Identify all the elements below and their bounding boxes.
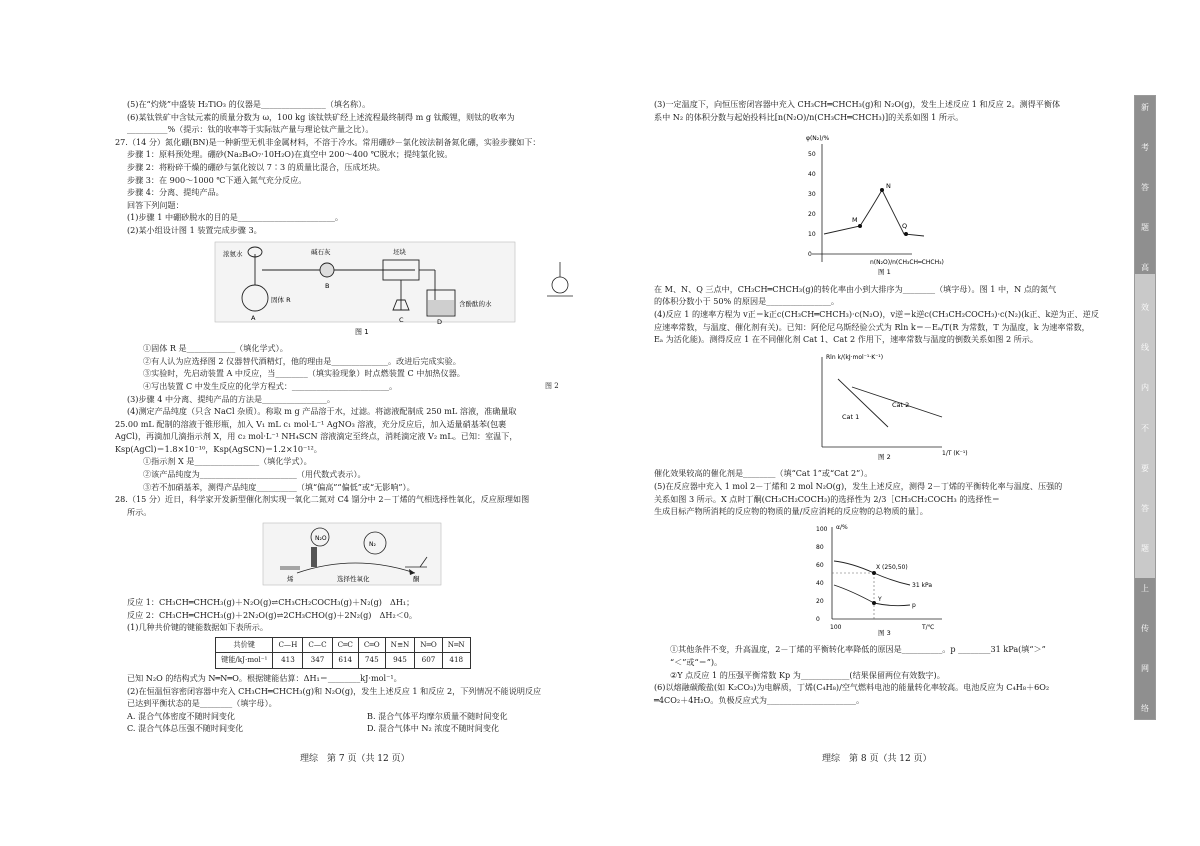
chart3-ylabel: α/% xyxy=(836,523,848,531)
option-c: C. 混合气体总压强不随时间变化 xyxy=(127,723,244,734)
q27-answer-prompt: 回答下列问题： xyxy=(127,199,184,210)
point-q xyxy=(904,232,908,236)
label-alkene: 烯 xyxy=(287,575,294,584)
label-n2: N₂ xyxy=(369,541,376,549)
table-header-cell: 共价键 xyxy=(216,637,273,653)
q27-step2: 步骤 2：将粉碎干燥的硼砂与氯化铵以 7∶3 的质量比混合，压成坯块。 xyxy=(127,161,385,172)
q28-3a: (3)一定温度下，向恒压密闭容器中充入 CH₃CH═CHCH₃(g)和 N₂O(g)，发生上述反应 1 和反应 2。测得平衡体 xyxy=(654,99,1061,109)
q28-3b: 系中 N₂ 的体积分数与起始投料比[n(N₂O)/n(CH₃CH═CHCH₃)]的关系如图 1 所示。 xyxy=(654,111,964,122)
series-p xyxy=(834,585,910,606)
page-footer-8: 理综 第 8 页（共 12 页） xyxy=(822,754,932,764)
binding-margin-text xyxy=(1135,102,1155,714)
chart3-ytick: 80 xyxy=(816,543,824,551)
q28-title-cont: 所示。 xyxy=(127,506,152,517)
q27-4-2: ②该产品纯度为________________________（用代数式表示）。 xyxy=(143,469,366,480)
table-cell: 607 xyxy=(415,653,443,669)
chart1-ytick: 20 xyxy=(808,211,816,219)
q27-3: (3)步骤 4 中分离、提纯产品的方法是________________。 xyxy=(127,393,335,404)
chart1-ytick: 0 xyxy=(808,251,812,259)
q28-2a: (2)在恒温恒容密闭容器中充入 CH₃CH═CHCH₃(g)和 N₂O(g)，发生上述反应 1 和反应 2，下列情况不能说明反应 xyxy=(127,685,542,696)
chart-figure-3 xyxy=(642,521,1120,641)
binding-margin-char: 线 xyxy=(1141,343,1149,353)
option-d: D. 混合气体中 N₂ 浓度不随时间变化 xyxy=(367,723,500,734)
binding-margin-char: 答 xyxy=(1141,503,1149,513)
chart2-caption: 图 2 xyxy=(878,452,891,461)
q27-step3: 步骤 3：在 900～1000 ℃下通入氮气充分反应。 xyxy=(127,174,307,185)
binding-margin-char: 内 xyxy=(1141,383,1149,393)
mechanism-figure xyxy=(115,521,595,593)
label-ketone: 酮 xyxy=(413,575,420,584)
label-n2o: N₂O xyxy=(315,535,327,543)
label-billet: 坯块 xyxy=(393,247,406,256)
q28-1-answer: 已知 N₂O 的结构式为 N═N═O。根据键能估算：ΔH₁＝________kJ·mol⁻¹。 xyxy=(127,673,402,683)
table-header-cell: N≡N xyxy=(385,637,415,653)
q26-6a: (6)某钛铁矿中含钛元素的质量分数为 ω，100 kg 该钛铁矿经上述流程最终制得 m g 钛酸锂，则钛的收率为 xyxy=(127,111,515,122)
binding-margin-char: 网 xyxy=(1141,663,1149,673)
q27-4d: Ksp(AgCl)＝1.8×10⁻¹⁰，Ksp(AgSCN)＝1.2×10⁻¹²。 xyxy=(115,443,322,454)
q27-step1: 步骤 1：原料预处理。硼砂(Na₂B₄O₇·10H₂O)在真空中 200～400 ℃脱水；提纯氯化铵。 xyxy=(127,149,453,160)
option-b: B. 混合气体平均摩尔质量不随时间变化 xyxy=(367,710,508,721)
chart1-ytick: 50 xyxy=(808,151,816,159)
chart3-ytick: 0 xyxy=(816,615,820,623)
point-n xyxy=(880,188,884,192)
series-label-p: p xyxy=(912,601,916,609)
series-cat-2: Cat 2 xyxy=(892,400,910,409)
table-header-cell: C—C xyxy=(303,637,332,653)
binding-margin-char: 效 xyxy=(1141,303,1149,313)
chart2-ylabel: Rln k/(kJ·mol⁻¹·K⁻¹) xyxy=(826,353,884,361)
table-cell: 945 xyxy=(385,653,415,669)
label-m: M xyxy=(852,216,858,225)
reaction-2: 反应 2：CH₃CH═CHCH₃(g)＋2N₂O(g)⇌2CH₃CHO(g)＋2N₂(g) ΔH₂＜0。 xyxy=(127,609,418,620)
table-header-cell: N═N xyxy=(442,637,470,653)
series-label-31kpa: 31 kPa xyxy=(912,581,933,589)
binding-margin-char: 要 xyxy=(1141,463,1149,473)
q28-5c: 生成目标产物所消耗的反应物的物质的量/反应消耗的反应物的总物质的量］。 xyxy=(654,506,928,517)
table-row-label: 键能/kJ·mol⁻¹ xyxy=(216,653,273,669)
binding-margin-char: 高 xyxy=(1141,263,1149,273)
chart-figure-2 xyxy=(642,349,1120,465)
chart2-xlabel: 1/T (K⁻¹) xyxy=(942,449,968,457)
q28-5a: (5)在反应器中充入 1 mol 2－丁烯和 2 mol N₂O(g)，发生上述反应，测得 2－丁烯的平衡转化率与温度、压强的 xyxy=(654,480,1063,491)
q28-3c: 在 M、N、Q 三点中，CH₃CH═CHCH₃(g)的转化率由小到大排序为________（填字母）。图 1 中，N 点的氮气 xyxy=(654,283,1057,294)
point-y xyxy=(872,601,876,605)
chart1-ytick: 10 xyxy=(808,231,816,239)
q28-5-2: ②Y 点反应 1 的压强平衡常数 Kp 为____________(结果保留两位有效数字)。 xyxy=(670,669,945,680)
label-d: D xyxy=(437,317,443,326)
binding-margin-char: 传 xyxy=(1141,623,1149,633)
table-cell: 418 xyxy=(442,653,470,669)
phi-n2-curve xyxy=(824,190,924,236)
label-n: N xyxy=(886,182,891,191)
q27-2-2: ②有人认为应选择图 2 仪器替代酒精灯，他的理由是______________。改进后完成实验。 xyxy=(143,355,461,366)
q28-4d: 催化效果较高的催化剂是________（填“Cat 1”或“Cat 2”）。 xyxy=(654,468,873,479)
series-cat-1: Cat 1 xyxy=(842,412,860,421)
label-ammonia: 浓氨水 xyxy=(223,249,243,258)
chart1-ytick: 30 xyxy=(808,191,816,199)
label-point-y: Y xyxy=(878,595,882,603)
q27-title: 27.（14 分）氮化硼(BN)是一种新型无机非金属材料，不溶于冷水。常用硼砂－氯化铵法制备氮化硼，实验步骤如下： xyxy=(115,136,541,147)
q27-4a: (4)测定产品纯度（只含 NaCl 杂质）。称取 m g 产品溶于水，过滤。将滤液配制成 250 mL 溶液，准确量取 xyxy=(127,406,517,417)
table-header-cell: C═O xyxy=(358,637,385,653)
q28-6b: ═4CO₂＋4H₂O。负极反应式为______________________。 xyxy=(654,694,865,705)
apparatus-figure-1 xyxy=(115,240,595,340)
q27-4b: 25.00 mL 配制的溶液于锥形瓶，加入 V₁ mL c₁ mol·L⁻¹ AgNO₃ 溶液，充分反应后，加入适量硝基苯(包裹 xyxy=(115,418,507,429)
q26-5: (5)在“灼烧”中盛装 H₂TiO₃ 的仪器是________________（填名称）。 xyxy=(127,99,371,109)
option-row xyxy=(115,710,595,723)
q28-title: 28.（15 分）近日，科学家开发新型催化剂实现一氧化二氮对 C4 馏分中 2－丁烯的气相选择性氧化，反应原理如图 xyxy=(115,494,530,505)
chart3-xtick: 100 xyxy=(830,623,842,631)
option-row xyxy=(115,722,595,735)
right-column xyxy=(642,98,1120,706)
label-phenolphthalein: 含酚酞的水 xyxy=(459,299,492,308)
q28-6a: (6)以熔融碳酸盐(如 K₂CO₃)为电解质，丁烯(C₄H₈)/空气燃料电池的能量转化率较高。电池反应为 C₄H₈＋6O₂ xyxy=(654,682,1050,693)
chart1-ylabel: φ(N₂)/% xyxy=(806,135,830,143)
q28-2b: 已达到平衡状态的是________（填字母）。 xyxy=(127,698,277,709)
label-soda-lime: 碱石灰 xyxy=(311,247,331,256)
binding-margin-char: 络 xyxy=(1141,703,1149,713)
binding-margin-char: 答 xyxy=(1141,183,1149,193)
q27-2-1: ①固体 R 是____________（填化学式）。 xyxy=(143,343,288,354)
reaction-1: 反应 1：CH₃CH═CHCH₃(g)＋N₂O(g)⇌CH₃CH₂COCH₃(g)＋N₂(g) ΔH₁； xyxy=(127,597,415,608)
table-cell: 745 xyxy=(358,653,385,669)
label-q: Q xyxy=(902,222,908,231)
q26-6b: __________%（提示：钛的收率等于实际钛产量与理论钛产量之比）。 xyxy=(127,124,374,135)
q27-2-3: ③实验时，先启动装置 A 中反应，当________（填实验现象）时点燃装置 C 中加热仪器。 xyxy=(143,368,465,379)
chart1-caption: 图 1 xyxy=(878,268,891,277)
label-a: A xyxy=(251,313,256,322)
table-cell: 614 xyxy=(332,653,358,669)
fig1-caption: 图 1 xyxy=(355,327,369,336)
apparatus-figure-2 xyxy=(547,262,573,296)
chart3-ytick: 100 xyxy=(816,525,828,533)
table-cell: 347 xyxy=(303,653,332,669)
label-c: C xyxy=(399,315,404,324)
page-footer-7: 理综 第 7 页（共 12 页） xyxy=(300,754,410,764)
label-b: B xyxy=(325,281,330,290)
chart3-ytick: 20 xyxy=(816,597,824,605)
chart3-ytick: 40 xyxy=(816,579,824,587)
fig2-caption: 图 2 xyxy=(545,382,559,391)
q28-4c: Eₐ 为活化能)。测得反应 1 在不同催化剂 Cat 1、Cat 2 作用下，速率常数与温度的倒数关系如图 2 所示。 xyxy=(654,334,1038,345)
binding-margin-char: 题 xyxy=(1141,543,1149,553)
q28-5-1a: ①其他条件不变，升高温度，2－丁烯的平衡转化率降低的原因是__________。p ________31 kPa(填“＞” xyxy=(670,644,1046,655)
label-selective-oxidation: 选择性氧化 xyxy=(337,575,370,584)
chart-figure-1 xyxy=(642,126,1120,280)
table-row xyxy=(216,653,471,669)
q27-2: (2)某小组设计图 1 装置完成步骤 3。 xyxy=(127,224,262,235)
left-column xyxy=(115,98,595,735)
q27-step4: 步骤 4：分离、提纯产品。 xyxy=(127,187,224,198)
q27-2-4: ④写出装置 C 中发生反应的化学方程式：________________________。 xyxy=(143,380,398,391)
table-header-cell: C—H xyxy=(273,637,303,653)
q28-4b: 应速率常数，与温度、催化剂有关)。已知：阿伦尼乌斯经验公式为 Rln k＝－Eₐ/T(R 为常数，T 为温度，k 为速率常数， xyxy=(654,321,1090,332)
q28-1: (1)几种共价键的键能数据如下表所示。 xyxy=(127,622,268,633)
chart1-ytick: 40 xyxy=(808,171,816,179)
point-x xyxy=(872,571,876,575)
option-a: A. 混合气体密度不随时间变化 xyxy=(127,710,236,721)
label-solid-r: 固体 R xyxy=(271,295,291,304)
binding-margin-char: 题 xyxy=(1141,223,1149,233)
binding-margin-char: 不 xyxy=(1141,423,1149,433)
q27-4c: AgCl)，再滴加几滴指示剂 X，用 c₂ mol·L⁻¹ NH₄SCN 溶液滴定至终点，消耗滴定液 V₂ mL。已知：室温下， xyxy=(115,431,518,442)
table-row xyxy=(216,637,471,653)
binding-margin-char: 上 xyxy=(1141,583,1149,593)
chart3-caption: 图 3 xyxy=(878,628,891,637)
table-cell: 413 xyxy=(273,653,303,669)
q28-5-1b: “＜”或“＝”)。 xyxy=(670,656,723,667)
chart3-ytick: 60 xyxy=(816,561,824,569)
q28-3d: 的体积分数小于 50% 的原因是________________。 xyxy=(654,296,840,307)
q28-5b: 关系如图 3 所示。X 点时丁酮(CH₃CH₂COCH₃)的选择性为 2/3［CH₃CH₂COCH₃ 的选择性＝ xyxy=(654,493,1000,504)
table-header-cell: N═O xyxy=(415,637,443,653)
binding-margin-char: 新 xyxy=(1141,103,1149,112)
binding-margin-char: 考 xyxy=(1141,143,1149,153)
binding-margin xyxy=(1134,95,1156,720)
label-point-x: X (250,50) xyxy=(876,563,908,571)
table-header-cell: C═C xyxy=(332,637,358,653)
point-m xyxy=(858,224,862,228)
q27-1: (1)步骤 1 中硼砂脱水的目的是________________________。 xyxy=(127,212,344,223)
q27-4-1: ①指示剂 X 是________________（填化学式）。 xyxy=(143,456,312,467)
q27-4-3: ③若不加硝基苯，测得产品纯度__________（填“偏高”“偏低”或“无影响”）。 xyxy=(143,481,415,492)
chart3-xlabel: T/℃ xyxy=(922,623,935,631)
chart1-xlabel: n(N₂O)/n(CH₃CH═CHCH₃) xyxy=(870,259,944,267)
bond-energy-table xyxy=(215,637,471,669)
q28-4a: (4)反应 1 的速率方程为 v正＝k正c(CH₃CH═CHCH₃)·c(N₂O)，v逆＝k逆c(CH₃CH₂COCH₃)·c(N₂)(k正、k逆为正、逆反 xyxy=(654,308,1099,319)
